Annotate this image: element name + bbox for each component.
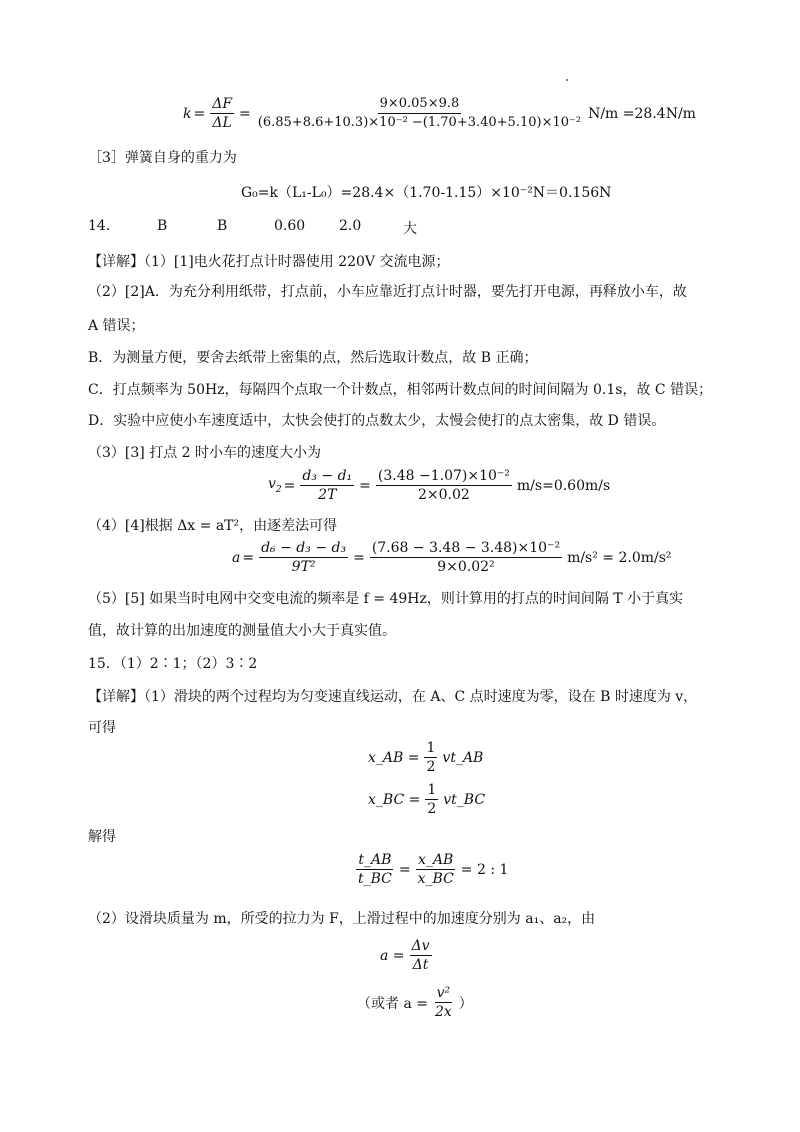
eq-v2-fraction-1: $\frac{\text{d₃ − d₁}}{2T}$ — [302, 468, 353, 503]
equation-k: k = $\frac{\Delta F}{\Delta L}$ = $\frac{9\times 0.05\times 9.8}{\text{(6.85+8.6+10.3)×10⁻² −(1.70+3.40+5.10)×10⁻²}}$ N/m =28.4N/m — [183, 96, 696, 131]
equation-alt: （或者 a = $\frac{\text{v²}}{2x}$ ） — [357, 985, 473, 1020]
answer-5: 大 — [403, 221, 417, 237]
equation-xbc: x_BC = $\frac{1}{2}$ vt_BC — [368, 782, 486, 817]
equation-dv: a = $\frac{\Delta v}{\Delta t}$ — [380, 938, 430, 973]
text-line: （4）[4]根据 Δx = aT²，由逐差法可得 — [88, 518, 338, 534]
equation-g0: G₀=k（L₁-L₀）=28.4×（1.70-1.15）×10⁻²N＝0.156N — [241, 185, 612, 201]
eq-k-num: 9×0.05×9.8 — [378, 96, 462, 114]
text-line: （2）设滑块质量为 m，所受的拉力为 F，上滑过程中的加速度分别为 a₁、a₂，由 — [88, 911, 596, 927]
text-line: 可得 — [88, 720, 116, 736]
equation-v2: $v_2$ = $\frac{\text{d₃ − d₁}}{2T}$ = $\frac{\text{(3.48 −1.07)×10⁻²}}{2\times 0.02}$ m/s=0.60m/s — [268, 468, 611, 503]
equation-xab: x_AB = $\frac{1}{2}$ vt_AB — [368, 740, 484, 775]
text-line: （2）[2]A．为充分利用纸带，打点前，小车应靠近打点计时器，要先打开电源，再释放小车，故 — [88, 284, 687, 300]
eq-k-lhs-num: ΔF — [212, 96, 233, 112]
text-line: A 错误； — [88, 318, 145, 334]
eq-k-lhs-fraction — [210, 96, 234, 131]
question-number: 14. — [88, 218, 111, 234]
eq-v2-result: m/s=0.60m/s — [516, 477, 611, 494]
text-line: 【详解】（1）滑块的两个过程均为匀变速直线运动，在 A、C 点时速度为零，设在 B 时速度为 v， — [88, 689, 698, 705]
text-line: 【详解】（1）[1]电火花打点计时器使用 220V 交流电源； — [88, 254, 450, 270]
eq-k-lhs-den: ΔL — [212, 115, 232, 131]
text-line: B．为测量方便，要舍去纸带上密集的点，然后选取计数点，故 B 正确； — [88, 350, 538, 366]
text-line: C．打点频率为 50Hz，每隔四个点取一个计数点，相邻两计数点间的时间间隔为 0.1s，故 C 错误； — [88, 382, 713, 398]
stray-dot — [566, 79, 568, 81]
answer-2: B — [217, 218, 228, 234]
answer-4: 2.0 — [339, 218, 362, 234]
text-line: 解得 — [88, 829, 116, 845]
equation-a: a = $\frac{\text{d₆ − d₃ − d₃}}{\text{9T²}}$ = $\frac{\text{(7.68 − 3.48 − 3.48)×10⁻²}}{\text{9×0.02²}}$ m/s² = 2.0m/s² — [232, 540, 672, 575]
text-line: 值，故计算的出加速度的测量值大小大于真实值。 — [88, 623, 396, 639]
equation-ratio: $\frac{t\_AB}{t\_BC}$ = $\frac{x\_AB}{x\_BC}$ = 2 : 1 — [358, 852, 509, 887]
eq-k-result: N/m =28.4N/m — [588, 105, 696, 122]
text-line: （3）[3] 打点 2 时小车的速度大小为 — [88, 445, 321, 461]
text-line: ［3］弹簧自身的重力为 — [88, 150, 237, 166]
eq-v2-fraction-2: $\frac{\text{(3.48 −1.07)×10⁻²}}{2\times 0.02}$ — [377, 468, 510, 503]
question-15: 15．（1）2∶1；（2）3∶2 — [88, 656, 258, 672]
eq-k-symbol: k — [183, 105, 192, 122]
eq-a-fraction-2: $\frac{\text{(7.68 − 3.48 − 3.48)×10⁻²}}{\text{9×0.02²}}$ — [371, 540, 561, 575]
eq-a-result: m/s² = 2.0m/s² — [567, 549, 672, 566]
answer-1: B — [157, 218, 168, 234]
text-line: （5）[5] 如果当时电网中交变电流的频率是 f = 49Hz，则计算用的打点的时间间隔 T 小于真实 — [88, 591, 684, 607]
text-line: D．实验中应使小车速度适中，太快会使打的点数太少，太慢会使打的点太密集，故 D 错误。 — [88, 413, 666, 429]
answer-3: 0.60 — [274, 218, 306, 234]
eq-k-den: (6.85+8.6+10.3)×10⁻² −(1.70+3.40+5.10)×10⁻² — [257, 115, 582, 130]
eq-a-fraction-1: $\frac{\text{d₆ − d₃ − d₃}}{\text{9T²}}$ — [261, 540, 347, 575]
eq-k-rhs-fraction — [256, 96, 583, 131]
